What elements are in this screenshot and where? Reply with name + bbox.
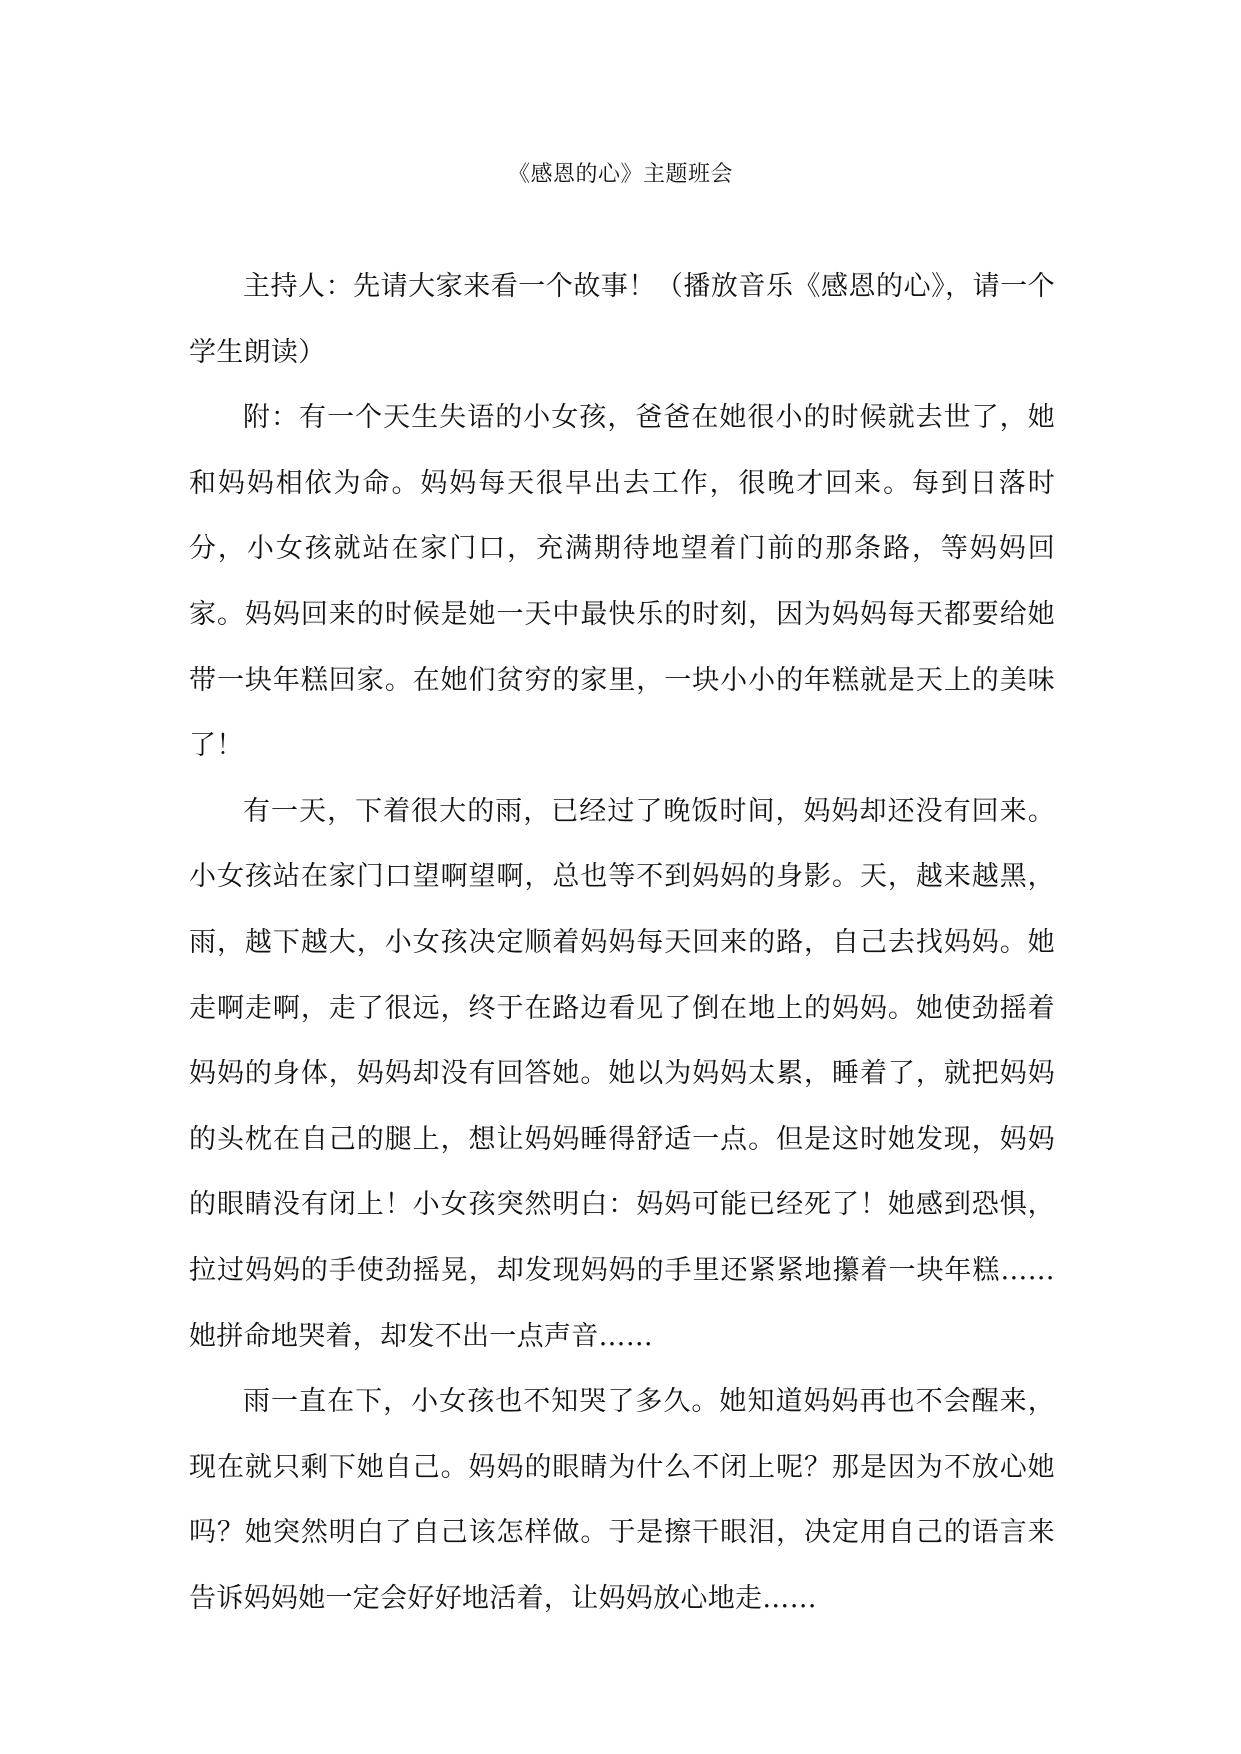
document-body: [189, 254, 1055, 1631]
paragraph-host-intro: 主持人：先请大家来看一个故事！（播放音乐《感恩的心》，请一个学生朗读）: [189, 271, 1055, 368]
paragraph-story-beginning: 附：有一个天生失语的小女孩，爸爸在她很小的时候就去世了，她和妈妈相依为命。妈妈每天很早出去工作，很晚才回来。每到日落时分，小女孩就站在家门口，充满期待地望着门前的那条路，等妈妈回家。妈妈回来的时候是她一天中最快乐的时刻，因为妈妈每天都要给她带一块年糕回家。在她们贫穷的家里，一块小小的年糕就是天上的美味了！: [189, 402, 1055, 762]
document-title: 《感恩的心》主题班会: [507, 162, 733, 187]
paragraph-rainy-day: 有一天，下着很大的雨，已经过了晚饭时间，妈妈却还没有回来。小女孩站在家门口望啊望啊，总也等不到妈妈的身影。天，越来越黑，雨，越下越大，小女孩决定顺着妈妈每天回来的路，自己去找妈妈。她走啊走啊，走了很远，终于在路边看见了倒在地上的妈妈。她使劲摇着妈妈的身体，妈妈却没有回答她。她以为妈妈太累，睡着了，就把妈妈的头枕在自己的腿上，想让妈妈睡得舒适一点。但是这时她发现，妈妈的眼睛没有闭上！小女孩突然明白：妈妈可能已经死了！她感到恐惧，拉过妈妈的手使劲摇晃，却发现妈妈的手里还紧紧地攥着一块年糕……她拼命地哭着，却发不出一点声音……: [189, 795, 1055, 1352]
paragraph-ending: 雨一直在下，小女孩也不知哭了多久。她知道妈妈再也不会醒来，现在就只剩下她自己。妈妈的眼睛为什么不闭上呢？那是因为不放心她吗？她突然明白了自己该怎样做。于是擦干眼泪，决定用自己的语言来告诉妈妈她一定会好好地活着，让妈妈放心地走……: [189, 1386, 1055, 1614]
